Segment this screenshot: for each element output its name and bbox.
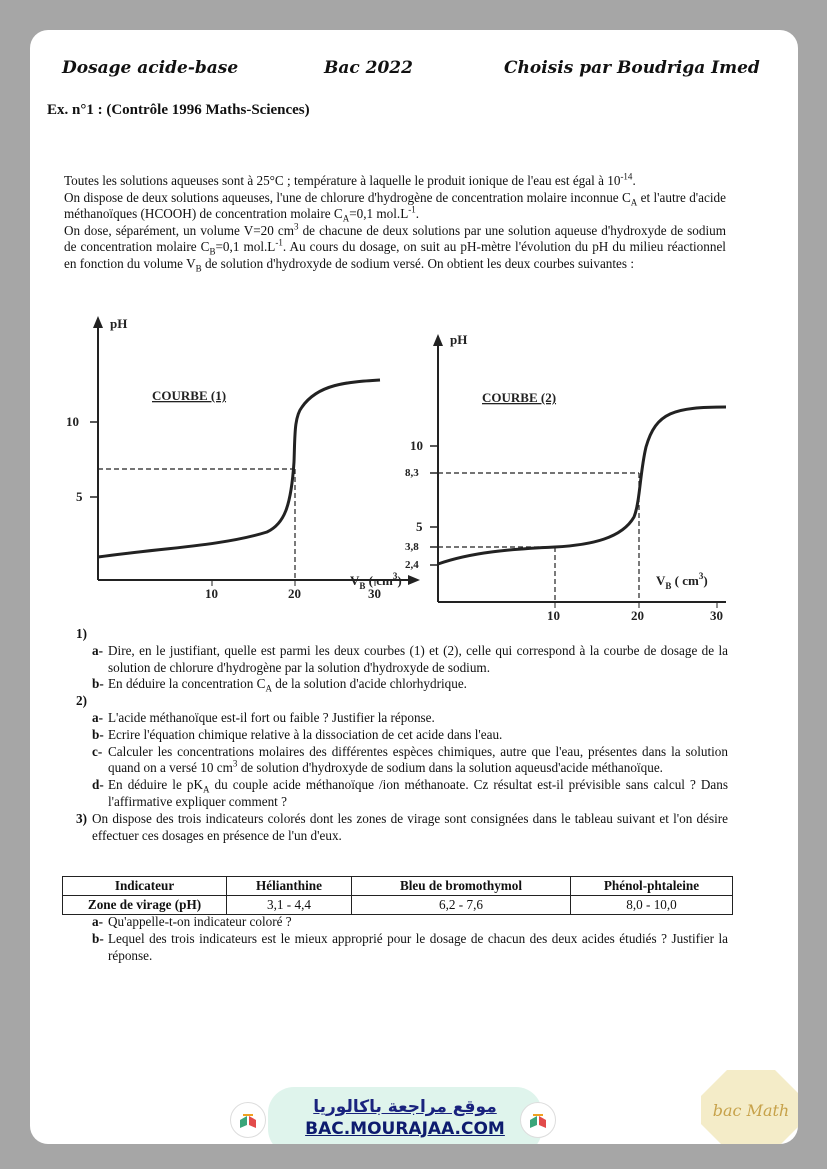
question-1-number: 1) <box>76 626 87 641</box>
question-3a: a- Qu'appelle-t-on indicateur coloré ? <box>92 914 292 929</box>
table-header-cell: Phénol-phtaleine <box>571 877 733 896</box>
footer-banner[interactable] <box>268 1087 542 1144</box>
questions-after-table <box>92 914 728 964</box>
questions-block <box>76 626 728 844</box>
indicator-table <box>62 876 733 915</box>
question-2a: a- L'acide méthanoïque est-il fort ou faible ? Justifier la réponse. <box>92 709 435 725</box>
intro-line-1: Toutes les solutions aqueuses sont à 25°C ; température à laquelle le produit ionique de l'eau est égal à $10^{-14}$. <box>64 171 636 188</box>
curve-2-graph <box>405 332 726 623</box>
table-header-cell: Indicateur <box>63 877 227 896</box>
curve-1-xtick-10: 10 <box>205 586 218 601</box>
table-cell: 3,1 - 4,4 <box>227 896 352 915</box>
curve-1-ytick-5: 5 <box>76 489 83 504</box>
curve-1-ytick-10: 10 <box>66 414 79 429</box>
footer-url-link[interactable]: BAC.MOURAJAA.COM <box>305 1119 505 1139</box>
question-2b: b- Ecrire l'équation chimique relative à la dissociation de cet acide dans l'eau. <box>92 726 503 742</box>
y-axis-arrow-icon <box>93 316 103 328</box>
titration-curves-figure <box>62 302 726 632</box>
intro-line-3: On dose, séparément, un volume V=20 $cm^3$ de chacune de deux solutions par une solution aqueuse d'hydroxyde de sodium de concentration molaire $C_B=0,1$ $mol.L^{-1}$. Au cours du dosage, on suit au pH-mètre l'évolution du pH du milieu réactionnel en fonction du volume $V_B$ de solution d'hydroxyde de sodium versé. On obtient les deux courbes suivantes : <box>64 221 726 274</box>
table-row <box>63 896 733 915</box>
curve-2-title: COURBE (2) <box>482 390 557 405</box>
site-logo-icon <box>230 1102 266 1138</box>
question-2d: d- En déduire le $pK_A$ du couple acide méthanoïque /ion méthanoate. Cz résultat est-il prévisible sans calcul ? Dans l'affirmative expliquer comment ? <box>92 777 729 809</box>
footer-arabic-title[interactable]: موقع مراجعة باكالوريا <box>313 1097 497 1117</box>
curve-2-ylabel: pH <box>450 332 468 347</box>
question-1a: a- Dire, en le justifiant, quelle est parmi les deux courbes (1) et (2), celle qui correspond à la courbe de dosage de la solution de chlorure d'hydrogène par la solution d'hydroxyde de sodium. <box>92 642 728 675</box>
table-cell: 8,0 - 10,0 <box>571 896 733 915</box>
curve-2-xlabel: $V_B$ ( $cm^3$) <box>656 571 708 591</box>
curve-2-line <box>438 407 726 564</box>
question-2-number: 2) <box>76 693 87 709</box>
curve-2-ytick-10: 10 <box>410 438 423 453</box>
intro-text <box>64 173 726 272</box>
table-header-cell: Hélianthine <box>227 877 352 896</box>
question-3: 3) On dispose des trois indicateurs colorés dont les zones de virage sont consignées dans le tableau suivant et l'on désire effectuer ces dosages en présence de l'un d'eux. <box>76 810 728 843</box>
header-year: Bac 2022 <box>324 58 413 78</box>
curve-2-ytick-3-8: 3,8 <box>405 541 419 553</box>
intro-line-2: On dispose de deux solutions aqueuses, l'une de chlorure d'hydrogène de concentration molaire inconnue $C_A$ et l'autre d'acide méthanoïques (HCOOH) de concentration molaire $C_A=0,1$ $mol.L^{-1}$. <box>64 189 727 224</box>
question-2c: c- Calculer les concentrations molaires des différentes espèces chimiques, autre que l'eau, présentes dans la solution quand on a versé 10 $cm^3$ de solution d'hydroxyde de sodium dans la solution aqueusd'acide méthanoïque. <box>92 743 728 776</box>
curve-2-ytick-5: 5 <box>416 519 423 534</box>
curve-1-xtick-30: 30 <box>368 586 381 601</box>
curve-2-xtick-30: 30 <box>710 608 723 623</box>
curve-2-ytick-2-4: 2,4 <box>405 559 419 571</box>
curve-1-ylabel: pH <box>110 316 128 331</box>
curve-2-ytick-8-3: 8,3 <box>405 467 419 479</box>
curve-1-graph <box>66 316 420 601</box>
header-author: Choisis par Boudriga Imed <box>504 58 760 78</box>
bac-math-badge <box>697 1066 798 1144</box>
header-topic: Dosage acide-base <box>62 58 239 78</box>
curve-1-xlabel: $V_B$ ( $cm^3$) <box>350 571 402 591</box>
curve-2-xtick-20: 20 <box>631 608 644 623</box>
curve-1-title: COURBE (1) <box>152 388 227 403</box>
table-header-cell: Bleu de bromothymol <box>352 877 571 896</box>
badge-text: bac Math <box>712 1101 790 1120</box>
site-logo-icon <box>520 1102 556 1138</box>
question-3b: b- Lequel des trois indicateurs est le mieux approprié pour le dosage de chacun des deux acides étudiés ? Justifier la réponse. <box>92 930 728 963</box>
y-axis-arrow-icon <box>433 334 443 346</box>
table-cell: 6,2 - 7,6 <box>352 896 571 915</box>
table-header-row <box>63 877 733 896</box>
x-axis-arrow-icon <box>408 575 420 585</box>
question-1b: b- En déduire la concentration $C_A$ de la solution d'acide chlorhydrique. <box>92 676 467 695</box>
page <box>30 30 798 1144</box>
table-cell: Zone de virage (pH) <box>63 896 227 915</box>
exercise-title: Ex. n°1 : (Contrôle 1996 Maths-Sciences) <box>47 102 310 118</box>
curve-2-xtick-10: 10 <box>547 608 560 623</box>
curve-1-xtick-20: 20 <box>288 586 301 601</box>
